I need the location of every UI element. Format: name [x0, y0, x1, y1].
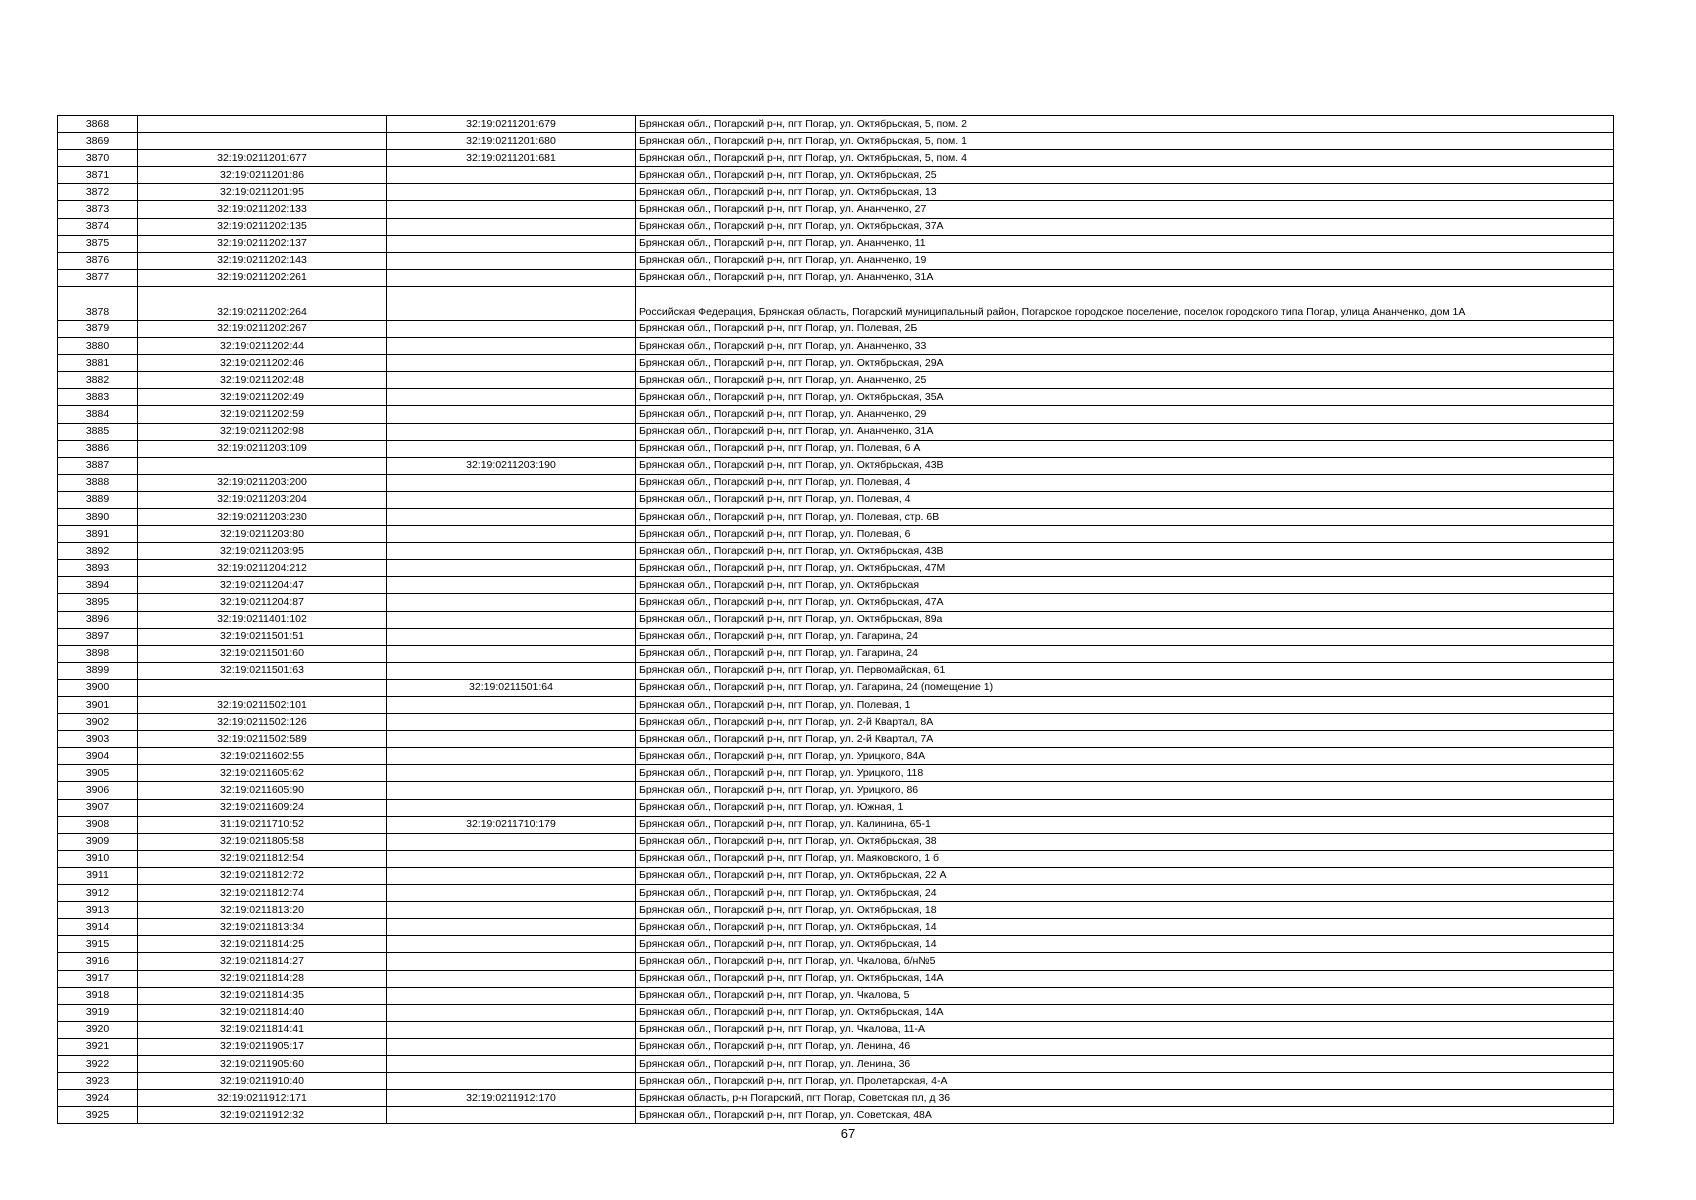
- cadastral-number-cell: 32:19:0211812:54: [138, 850, 387, 867]
- cadastral-number-cell: 32:19:0211204:212: [138, 560, 387, 577]
- new-cadastral-number-cell: [387, 1073, 636, 1090]
- table-row: [58, 235, 1614, 252]
- new-cadastral-number-cell: [387, 372, 636, 389]
- row-number-cell: 3884: [58, 406, 138, 423]
- address-cell: Брянская обл., Погарский р-н, пгт Погар, ул. Октябрьская, 14: [636, 936, 1614, 953]
- cadastral-number-cell: 32:19:0211501:51: [138, 628, 387, 645]
- new-cadastral-number-cell: [387, 423, 636, 440]
- address-cell: Брянская обл., Погарский р-н, пгт Погар, ул. Ананченко, 11: [636, 235, 1614, 252]
- cadastral-number-cell: 32:19:0211812:74: [138, 885, 387, 902]
- table-row: [58, 765, 1614, 782]
- new-cadastral-number-cell: [387, 389, 636, 406]
- row-number-cell: 3902: [58, 714, 138, 731]
- cadastral-number-cell: 32:19:0211202:133: [138, 201, 387, 218]
- cadastral-number-cell: 32:19:0211814:25: [138, 936, 387, 953]
- row-number-cell: 3885: [58, 423, 138, 440]
- cadastral-number-cell: 32:19:0211202:261: [138, 269, 387, 286]
- table-row: [58, 560, 1614, 577]
- cadastral-number-cell: 32:19:0211812:72: [138, 867, 387, 884]
- table-row: [58, 406, 1614, 423]
- table-row: [58, 133, 1614, 150]
- table-row: [58, 201, 1614, 218]
- table-row: [58, 1021, 1614, 1038]
- new-cadastral-number-cell: 32:19:0211201:681: [387, 150, 636, 167]
- new-cadastral-number-cell: [387, 560, 636, 577]
- new-cadastral-number-cell: [387, 902, 636, 919]
- address-cell: Брянская обл., Погарский р-н, пгт Погар, ул. Октябрьская, 47М: [636, 560, 1614, 577]
- address-cell: Брянская обл., Погарский р-н, пгт Погар, ул. Чкалова, б/н№5: [636, 953, 1614, 970]
- address-cell: Брянская обл., Погарский р-н, пгт Погар, ул. Октябрьская, 89а: [636, 611, 1614, 628]
- address-cell: Брянская обл., Погарский р-н, пгт Погар, ул. Пролетарская, 4-А: [636, 1073, 1614, 1090]
- address-cell: Брянская обл., Погарский р-н, пгт Погар, ул. Полевая, 2Б: [636, 320, 1614, 337]
- cadastral-number-cell: 32:19:0211202:46: [138, 355, 387, 372]
- row-number-cell: 3889: [58, 491, 138, 508]
- row-number-cell: 3874: [58, 218, 138, 235]
- address-cell: Брянская обл., Погарский р-н, пгт Погар, ул. Октябрьская, 5, пом. 1: [636, 133, 1614, 150]
- row-number-cell: 3915: [58, 936, 138, 953]
- row-number-cell: 3873: [58, 201, 138, 218]
- row-number-cell: 3875: [58, 235, 138, 252]
- new-cadastral-number-cell: [387, 833, 636, 850]
- address-cell: Брянская обл., Погарский р-н, пгт Погар, ул. Октябрьская, 14А: [636, 970, 1614, 987]
- table-row: [58, 474, 1614, 491]
- new-cadastral-number-cell: [387, 406, 636, 423]
- address-cell: Брянская обл., Погарский р-н, пгт Погар, ул. Октябрьская, 14: [636, 919, 1614, 936]
- cadastral-number-cell: 32:19:0211814:40: [138, 1004, 387, 1021]
- new-cadastral-number-cell: [387, 338, 636, 355]
- new-cadastral-number-cell: [387, 765, 636, 782]
- cadastral-number-cell: 32:19:0211202:98: [138, 423, 387, 440]
- table-row: [58, 389, 1614, 406]
- new-cadastral-number-cell: [387, 645, 636, 662]
- address-cell: Брянская обл., Погарский р-н, пгт Погар, ул. Ленина, 46: [636, 1038, 1614, 1055]
- address-cell: Брянская обл., Погарский р-н, пгт Погар, ул. Октябрьская, 38: [636, 833, 1614, 850]
- cadastral-number-cell: [138, 116, 387, 133]
- row-number-cell: 3881: [58, 355, 138, 372]
- cadastral-number-cell: 32:19:0211814:28: [138, 970, 387, 987]
- table-row: [58, 508, 1614, 525]
- table-row: [58, 440, 1614, 457]
- new-cadastral-number-cell: [387, 543, 636, 560]
- table-row: [58, 150, 1614, 167]
- row-number-cell: 3869: [58, 133, 138, 150]
- cadastral-number-cell: 32:19:0211502:589: [138, 731, 387, 748]
- address-cell: Брянская обл., Погарский р-н, пгт Погар, ул. Ананченко, 19: [636, 252, 1614, 269]
- new-cadastral-number-cell: [387, 167, 636, 184]
- cadastral-number-cell: 32:19:0211202:59: [138, 406, 387, 423]
- new-cadastral-number-cell: [387, 936, 636, 953]
- new-cadastral-number-cell: 32:19:0211203:190: [387, 457, 636, 474]
- address-cell: Брянская обл., Погарский р-н, пгт Погар, ул. Ленина, 36: [636, 1055, 1614, 1072]
- table-row: [58, 1038, 1614, 1055]
- row-number-cell: 3870: [58, 150, 138, 167]
- address-cell: Брянская обл., Погарский р-н, пгт Погар, ул. 2-й Квартал, 8А: [636, 714, 1614, 731]
- cadastral-number-cell: 32:19:0211912:171: [138, 1090, 387, 1107]
- address-cell: Брянская обл., Погарский р-н, пгт Погар, ул. Полевая, 4: [636, 474, 1614, 491]
- address-cell: Брянская обл., Погарский р-н, пгт Погар, ул. Чкалова, 5: [636, 987, 1614, 1004]
- table-body: [58, 116, 1614, 1124]
- address-cell: Брянская обл., Погарский р-н, пгт Погар, ул. Октябрьская, 43В: [636, 543, 1614, 560]
- table-row: [58, 816, 1614, 833]
- table-row: [58, 1107, 1614, 1124]
- row-number-cell: 3871: [58, 167, 138, 184]
- table-row: [58, 919, 1614, 936]
- cadastral-number-cell: 32:19:0211203:200: [138, 474, 387, 491]
- address-cell: Брянская обл., Погарский р-н, пгт Погар, ул. Калинина, 65-1: [636, 816, 1614, 833]
- cadastral-number-cell: 32:19:0211502:101: [138, 697, 387, 714]
- table-row: [58, 1055, 1614, 1072]
- row-number-cell: 3909: [58, 833, 138, 850]
- cadastral-number-cell: 32:19:0211203:204: [138, 491, 387, 508]
- table-row: [58, 355, 1614, 372]
- table-row: [58, 970, 1614, 987]
- table-row: [58, 594, 1614, 611]
- table-row: [58, 338, 1614, 355]
- cadastral-number-cell: 32:19:0211401:102: [138, 611, 387, 628]
- address-cell: Брянская обл., Погарский р-н, пгт Погар, ул. Ананченко, 25: [636, 372, 1614, 389]
- address-cell: Брянская обл., Погарский р-н, пгт Погар, ул. Гагарина, 24: [636, 628, 1614, 645]
- address-cell: Брянская обл., Погарский р-н, пгт Погар, ул. Маяковского, 1 б: [636, 850, 1614, 867]
- cadastral-number-cell: 32:19:0211202:48: [138, 372, 387, 389]
- row-number-cell: 3900: [58, 679, 138, 696]
- new-cadastral-number-cell: [387, 748, 636, 765]
- new-cadastral-number-cell: 32:19:0211501:64: [387, 679, 636, 696]
- new-cadastral-number-cell: [387, 355, 636, 372]
- row-number-cell: 3907: [58, 799, 138, 816]
- cadastral-number-cell: 32:19:0211204:47: [138, 577, 387, 594]
- new-cadastral-number-cell: 32:19:0211201:680: [387, 133, 636, 150]
- new-cadastral-number-cell: [387, 491, 636, 508]
- row-number-cell: 3908: [58, 816, 138, 833]
- row-number-cell: 3891: [58, 526, 138, 543]
- cadastral-number-cell: 32:19:0211502:126: [138, 714, 387, 731]
- cadastral-number-cell: 32:19:0211814:41: [138, 1021, 387, 1038]
- new-cadastral-number-cell: [387, 269, 636, 286]
- address-cell: Брянская обл., Погарский р-н, пгт Погар, ул. Первомайская, 61: [636, 662, 1614, 679]
- cadastral-number-cell: 32:19:0211203:230: [138, 508, 387, 525]
- cadastral-number-cell: 32:19:0211202:267: [138, 320, 387, 337]
- new-cadastral-number-cell: [387, 1038, 636, 1055]
- new-cadastral-number-cell: [387, 885, 636, 902]
- row-number-cell: 3919: [58, 1004, 138, 1021]
- row-number-cell: 3913: [58, 902, 138, 919]
- new-cadastral-number-cell: [387, 218, 636, 235]
- cadastral-number-cell: 32:19:0211814:27: [138, 953, 387, 970]
- cadastral-number-cell: 32:19:0211202:143: [138, 252, 387, 269]
- cadastral-number-cell: 32:19:0211501:60: [138, 645, 387, 662]
- table-row: [58, 645, 1614, 662]
- table-row: [58, 1090, 1614, 1107]
- table-row: [58, 987, 1614, 1004]
- cadastral-number-cell: 32:19:0211202:135: [138, 218, 387, 235]
- address-cell: Брянская обл., Погарский р-н, пгт Погар, ул. Октябрьская, 5, пом. 2: [636, 116, 1614, 133]
- cadastral-number-cell: 32:19:0211905:17: [138, 1038, 387, 1055]
- address-cell: Брянская обл., Погарский р-н, пгт Погар, ул. Октябрьская, 14А: [636, 1004, 1614, 1021]
- address-cell: Брянская обл., Погарский р-н, пгт Погар, ул. Октябрьская, 22 А: [636, 867, 1614, 884]
- new-cadastral-number-cell: [387, 440, 636, 457]
- row-number-cell: 3920: [58, 1021, 138, 1038]
- new-cadastral-number-cell: [387, 1021, 636, 1038]
- new-cadastral-number-cell: [387, 867, 636, 884]
- address-cell: Брянская обл., Погарский р-н, пгт Погар, ул. Гагарина, 24 (помещение 1): [636, 679, 1614, 696]
- address-cell: Брянская обл., Погарский р-н, пгт Погар, ул. Полевая, 4: [636, 491, 1614, 508]
- row-number-cell: 3925: [58, 1107, 138, 1124]
- row-number-cell: 3924: [58, 1090, 138, 1107]
- cadastral-number-cell: 32:19:0211202:49: [138, 389, 387, 406]
- new-cadastral-number-cell: [387, 184, 636, 201]
- address-cell: Брянская обл., Погарский р-н, пгт Погар, ул. Октябрьская, 18: [636, 902, 1614, 919]
- table-row: [58, 423, 1614, 440]
- table-row: [58, 679, 1614, 696]
- address-cell: Брянская обл., Погарский р-н, пгт Погар, ул. Ананченко, 31А: [636, 423, 1614, 440]
- row-number-cell: 3887: [58, 457, 138, 474]
- property-registry-table: [57, 115, 1614, 1124]
- table-row: [58, 252, 1614, 269]
- address-cell: Брянская обл., Погарский р-н, пгт Погар, ул. Октябрьская, 29А: [636, 355, 1614, 372]
- cadastral-number-cell: 31:19:0211710:52: [138, 816, 387, 833]
- new-cadastral-number-cell: 32:19:0211912:170: [387, 1090, 636, 1107]
- row-number-cell: 3911: [58, 867, 138, 884]
- row-number-cell: 3883: [58, 389, 138, 406]
- table-row: [58, 731, 1614, 748]
- row-number-cell: 3923: [58, 1073, 138, 1090]
- new-cadastral-number-cell: [387, 953, 636, 970]
- new-cadastral-number-cell: [387, 970, 636, 987]
- address-cell: Брянская обл., Погарский р-н, пгт Погар, ул. Полевая, стр. 6В: [636, 508, 1614, 525]
- address-cell: Брянская область, р-н Погарский, пгт Погар, Советская пл, д 36: [636, 1090, 1614, 1107]
- new-cadastral-number-cell: [387, 628, 636, 645]
- table-row: [58, 662, 1614, 679]
- new-cadastral-number-cell: [387, 1055, 636, 1072]
- address-cell: Брянская обл., Погарский р-н, пгт Погар, ул. Октябрьская: [636, 577, 1614, 594]
- new-cadastral-number-cell: [387, 1004, 636, 1021]
- new-cadastral-number-cell: [387, 799, 636, 816]
- address-cell: Брянская обл., Погарский р-н, пгт Погар, ул. Полевая, 6: [636, 526, 1614, 543]
- table-row: [58, 1004, 1614, 1021]
- new-cadastral-number-cell: [387, 611, 636, 628]
- cadastral-number-cell: 32:19:0211910:40: [138, 1073, 387, 1090]
- table-row: [58, 218, 1614, 235]
- row-number-cell: 3906: [58, 782, 138, 799]
- address-cell: Брянская обл., Погарский р-н, пгт Погар, ул. Октябрьская, 35А: [636, 389, 1614, 406]
- row-number-cell: 3897: [58, 628, 138, 645]
- address-cell: Брянская обл., Погарский р-н, пгт Погар, ул. Урицкого, 86: [636, 782, 1614, 799]
- table-row: [58, 526, 1614, 543]
- cadastral-number-cell: 32:19:0211912:32: [138, 1107, 387, 1124]
- row-number-cell: 3886: [58, 440, 138, 457]
- address-cell: Брянская обл., Погарский р-н, пгт Погар, ул. Октябрьская, 25: [636, 167, 1614, 184]
- cadastral-number-cell: 32:19:0211609:24: [138, 799, 387, 816]
- row-number-cell: 3921: [58, 1038, 138, 1055]
- new-cadastral-number-cell: [387, 919, 636, 936]
- table-row: [58, 833, 1614, 850]
- table-row: [58, 902, 1614, 919]
- address-cell: Российская Федерация, Брянская область, Погарский муниципальный район, Погарское городское поселение, поселок городского типа Погар, улица Ананченко, дом 1А: [636, 286, 1614, 320]
- row-number-cell: 3922: [58, 1055, 138, 1072]
- new-cadastral-number-cell: 32:19:0211201:679: [387, 116, 636, 133]
- new-cadastral-number-cell: [387, 286, 636, 320]
- row-number-cell: 3898: [58, 645, 138, 662]
- address-cell: Брянская обл., Погарский р-н, пгт Погар, ул. Урицкого, 118: [636, 765, 1614, 782]
- new-cadastral-number-cell: [387, 662, 636, 679]
- row-number-cell: 3868: [58, 116, 138, 133]
- row-number-cell: 3899: [58, 662, 138, 679]
- row-number-cell: 3904: [58, 748, 138, 765]
- table-row: [58, 885, 1614, 902]
- table-row: [58, 697, 1614, 714]
- row-number-cell: 3882: [58, 372, 138, 389]
- address-cell: Брянская обл., Погарский р-н, пгт Погар, ул. Октябрьская, 47А: [636, 594, 1614, 611]
- row-number-cell: 3896: [58, 611, 138, 628]
- new-cadastral-number-cell: [387, 697, 636, 714]
- address-cell: Брянская обл., Погарский р-н, пгт Погар, ул. Ананченко, 33: [636, 338, 1614, 355]
- address-cell: Брянская обл., Погарский р-н, пгт Погар, ул. Ананченко, 31А: [636, 269, 1614, 286]
- cadastral-number-cell: 32:19:0211805:58: [138, 833, 387, 850]
- new-cadastral-number-cell: [387, 508, 636, 525]
- new-cadastral-number-cell: [387, 731, 636, 748]
- row-number-cell: 3877: [58, 269, 138, 286]
- new-cadastral-number-cell: [387, 201, 636, 218]
- address-cell: Брянская обл., Погарский р-н, пгт Погар, ул. Урицкого, 84А: [636, 748, 1614, 765]
- address-cell: Брянская обл., Погарский р-н, пгт Погар, ул. Октябрьская, 5, пом. 4: [636, 150, 1614, 167]
- cadastral-number-cell: 32:19:0211204:87: [138, 594, 387, 611]
- address-cell: Брянская обл., Погарский р-н, пгт Погар, ул. Гагарина, 24: [636, 645, 1614, 662]
- address-cell: Брянская обл., Погарский р-н, пгт Погар, ул. Октябрьская, 24: [636, 885, 1614, 902]
- new-cadastral-number-cell: [387, 850, 636, 867]
- table-row: [58, 953, 1614, 970]
- row-number-cell: 3888: [58, 474, 138, 491]
- row-number-cell: 3918: [58, 987, 138, 1004]
- cadastral-number-cell: 32:19:0211202:137: [138, 235, 387, 252]
- table-row: [58, 611, 1614, 628]
- table-row: [58, 167, 1614, 184]
- address-cell: Брянская обл., Погарский р-н, пгт Погар, ул. Полевая, 1: [636, 697, 1614, 714]
- new-cadastral-number-cell: [387, 320, 636, 337]
- address-cell: Брянская обл., Погарский р-н, пгт Погар, ул. Полевая, 6 А: [636, 440, 1614, 457]
- address-cell: Брянская обл., Погарский р-н, пгт Погар, ул. Октябрьская, 37А: [636, 218, 1614, 235]
- cadastral-number-cell: 32:19:0211814:35: [138, 987, 387, 1004]
- row-number-cell: 3917: [58, 970, 138, 987]
- row-number-cell: 3895: [58, 594, 138, 611]
- row-number-cell: 3876: [58, 252, 138, 269]
- table-row: [58, 1073, 1614, 1090]
- new-cadastral-number-cell: [387, 1107, 636, 1124]
- cadastral-number-cell: 32:19:0211201:86: [138, 167, 387, 184]
- table-row: [58, 628, 1614, 645]
- address-cell: Брянская обл., Погарский р-н, пгт Погар, ул. Ананченко, 29: [636, 406, 1614, 423]
- address-cell: Брянская обл., Погарский р-н, пгт Погар, ул. Советская, 48А: [636, 1107, 1614, 1124]
- address-cell: Брянская обл., Погарский р-н, пгт Погар, ул. 2-й Квартал, 7А: [636, 731, 1614, 748]
- new-cadastral-number-cell: [387, 252, 636, 269]
- table-row: [58, 850, 1614, 867]
- cadastral-number-cell: 32:19:0211201:677: [138, 150, 387, 167]
- new-cadastral-number-cell: [387, 474, 636, 491]
- cadastral-number-cell: 32:19:0211813:20: [138, 902, 387, 919]
- cadastral-number-cell: 32:19:0211905:60: [138, 1055, 387, 1072]
- cadastral-number-cell: 32:19:0211501:63: [138, 662, 387, 679]
- row-number-cell: 3894: [58, 577, 138, 594]
- table-row: [58, 269, 1614, 286]
- table-row: [58, 320, 1614, 337]
- address-cell: Брянская обл., Погарский р-н, пгт Погар, ул. Чкалова, 11-А: [636, 1021, 1614, 1038]
- cadastral-number-cell: 32:19:0211203:80: [138, 526, 387, 543]
- cadastral-number-cell: [138, 133, 387, 150]
- cadastral-number-cell: 32:19:0211202:44: [138, 338, 387, 355]
- table-row: [58, 457, 1614, 474]
- table-row: [58, 782, 1614, 799]
- table-row: [58, 936, 1614, 953]
- cadastral-number-cell: 32:19:0211605:62: [138, 765, 387, 782]
- row-number-cell: 3916: [58, 953, 138, 970]
- table-row: [58, 867, 1614, 884]
- new-cadastral-number-cell: [387, 987, 636, 1004]
- row-number-cell: 3914: [58, 919, 138, 936]
- new-cadastral-number-cell: [387, 577, 636, 594]
- cadastral-number-cell: 32:19:0211602:55: [138, 748, 387, 765]
- new-cadastral-number-cell: 32:19:0211710:179: [387, 816, 636, 833]
- table-row: [58, 714, 1614, 731]
- cadastral-number-cell: 32:19:0211813:34: [138, 919, 387, 936]
- row-number-cell: 3905: [58, 765, 138, 782]
- address-cell: Брянская обл., Погарский р-н, пгт Погар, ул. Октябрьская, 43В: [636, 457, 1614, 474]
- table-row: [58, 372, 1614, 389]
- cadastral-number-cell: 32:19:0211203:95: [138, 543, 387, 560]
- row-number-cell: 3892: [58, 543, 138, 560]
- table-row: [58, 491, 1614, 508]
- table-row: [58, 116, 1614, 133]
- row-number-cell: 3912: [58, 885, 138, 902]
- table-row: [58, 799, 1614, 816]
- cadastral-number-cell: 32:19:0211203:109: [138, 440, 387, 457]
- cadastral-number-cell: [138, 457, 387, 474]
- table-row: [58, 748, 1614, 765]
- row-number-cell: 3903: [58, 731, 138, 748]
- new-cadastral-number-cell: [387, 235, 636, 252]
- cadastral-number-cell: [138, 679, 387, 696]
- row-number-cell: 3893: [58, 560, 138, 577]
- cadastral-number-cell: 32:19:0211201:95: [138, 184, 387, 201]
- row-number-cell: 3890: [58, 508, 138, 525]
- row-number-cell: 3910: [58, 850, 138, 867]
- new-cadastral-number-cell: [387, 526, 636, 543]
- address-cell: Брянская обл., Погарский р-н, пгт Погар, ул. Ананченко, 27: [636, 201, 1614, 218]
- row-number-cell: 3880: [58, 338, 138, 355]
- cadastral-number-cell: 32:19:0211202:264: [138, 286, 387, 320]
- page-number: 67: [840, 1126, 856, 1141]
- new-cadastral-number-cell: [387, 714, 636, 731]
- row-number-cell: 3872: [58, 184, 138, 201]
- table-row: [58, 577, 1614, 594]
- address-cell: Брянская обл., Погарский р-н, пгт Погар, ул. Октябрьская, 13: [636, 184, 1614, 201]
- table-row: [58, 543, 1614, 560]
- cadastral-number-cell: 32:19:0211605:90: [138, 782, 387, 799]
- table-row: [58, 286, 1614, 320]
- new-cadastral-number-cell: [387, 782, 636, 799]
- row-number-cell: 3878: [58, 286, 138, 320]
- row-number-cell: 3879: [58, 320, 138, 337]
- row-number-cell: 3901: [58, 697, 138, 714]
- table-row: [58, 184, 1614, 201]
- address-cell: Брянская обл., Погарский р-н, пгт Погар, ул. Южная, 1: [636, 799, 1614, 816]
- new-cadastral-number-cell: [387, 594, 636, 611]
